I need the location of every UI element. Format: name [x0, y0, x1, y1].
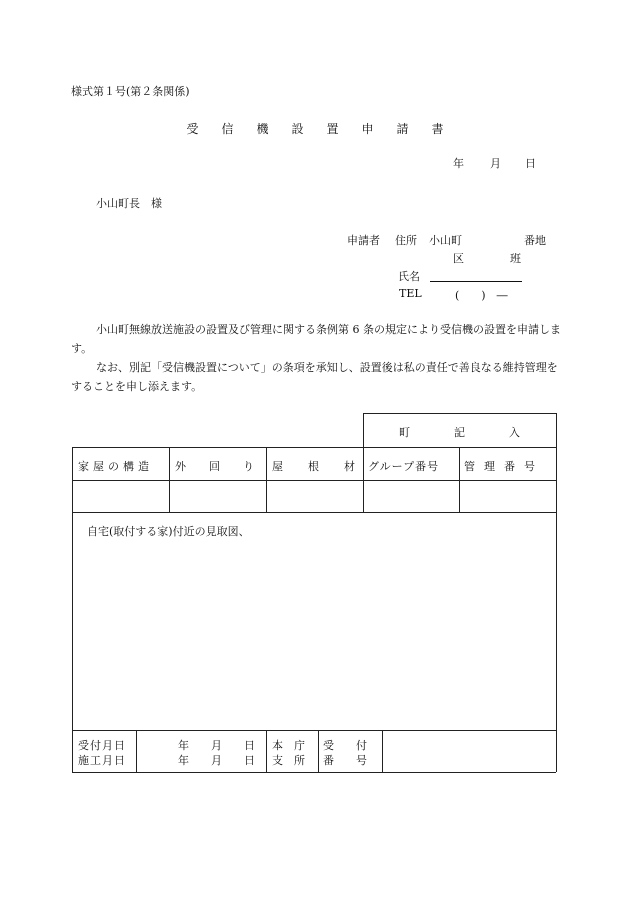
sketch-area-label: 自宅(取付する家)付近の見取図、: [87, 525, 250, 538]
roof-material-field[interactable]: [267, 481, 363, 512]
uketsuke-label: 受 付: [323, 739, 367, 752]
date-day: 日: [525, 157, 536, 170]
col-exterior: 外 回 り: [175, 460, 260, 473]
document-title: 受信機設置申請書: [186, 122, 467, 136]
col-roof-material: 屋 根 材: [272, 460, 362, 473]
receipt-number-field[interactable]: [383, 731, 556, 772]
body-paragraph-2: なお、別記「受信機設置について」の条項を承知し、設置後は私の責任で善良なる維持管理をすることを申し添えます。: [71, 361, 558, 393]
sketch-area[interactable]: [73, 513, 556, 730]
table-line: [363, 413, 556, 414]
received-date-label: 受付月日: [78, 739, 126, 752]
form-number-label: 様式第１号(第２条関係): [71, 85, 190, 98]
received-date-ymd[interactable]: 年 月 日: [178, 739, 255, 752]
management-number-field[interactable]: [460, 481, 556, 512]
name-field[interactable]: [430, 268, 522, 282]
town-entry-header: 町 記 入: [399, 426, 520, 439]
date-month: 月: [490, 157, 501, 170]
col-group-number: グループ番号: [368, 460, 440, 473]
date-year: 年: [453, 157, 464, 170]
col-management-number: 管理番号: [464, 460, 544, 473]
address-town: 小山町: [429, 234, 462, 247]
address-banchi: 番地: [524, 234, 546, 247]
table-line: [556, 413, 557, 772]
address-ku: 区: [453, 252, 464, 265]
table-line: [72, 447, 556, 448]
table-line: [266, 730, 267, 772]
table-line: [72, 772, 556, 773]
address-han: 班: [510, 252, 521, 265]
table-line: [136, 730, 137, 772]
tel-label: TEL: [399, 287, 422, 300]
name-label: 氏名: [398, 270, 420, 283]
honcho-label: 本 庁: [272, 739, 305, 752]
group-number-field[interactable]: [364, 481, 459, 512]
tel-field[interactable]: ( ) ―: [455, 289, 508, 302]
exterior-field[interactable]: [170, 481, 266, 512]
table-line: [318, 730, 319, 772]
body-text: [71, 320, 561, 396]
shisho-label: 支 所: [272, 754, 305, 767]
bango-label: 番 号: [323, 754, 367, 767]
addressee: 小山町長 様: [96, 197, 162, 210]
address-label: 住所: [395, 234, 417, 247]
body-paragraph-1: 小山町無線放送施設の設置及び管理に関する条例第 6 条の規定により受信機の設置を申請します。: [71, 323, 561, 355]
construction-date-label: 施工月日: [78, 754, 126, 767]
col-house-structure: 家屋の構造: [78, 460, 153, 473]
applicant-label: 申請者: [347, 234, 380, 247]
house-structure-field[interactable]: [73, 481, 169, 512]
construction-date-ymd[interactable]: 年 月 日: [178, 754, 255, 767]
